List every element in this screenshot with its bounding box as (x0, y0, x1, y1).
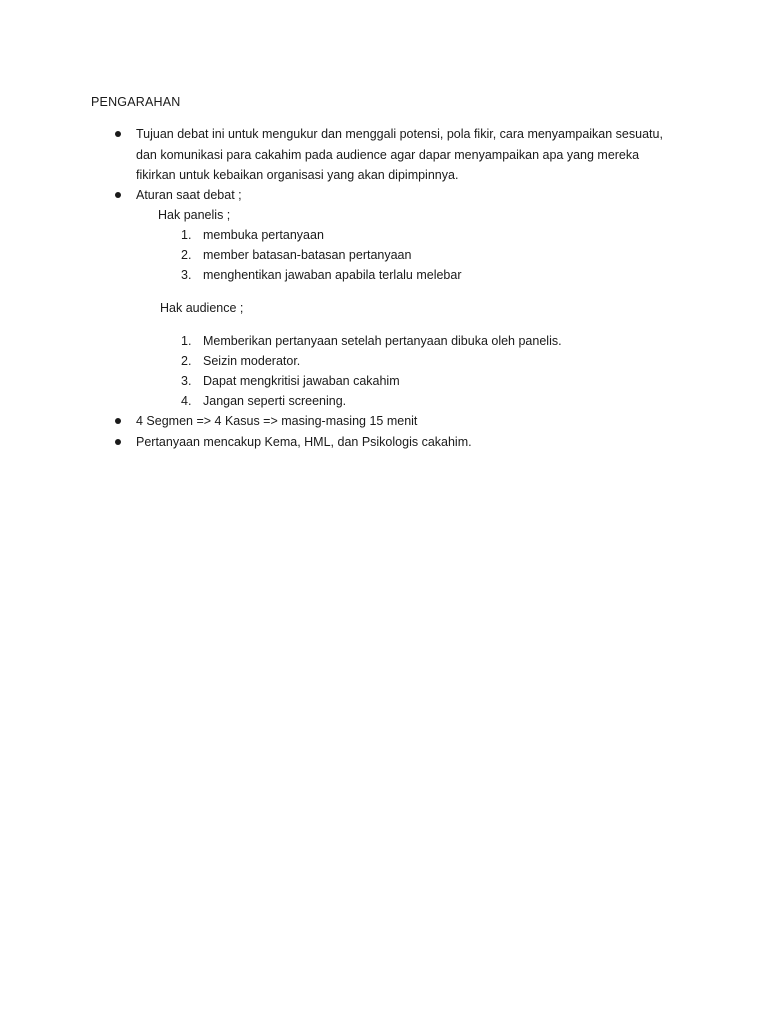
bullet-text-line: 4 Segmen => 4 Kasus => masing-masing 15 menit (136, 414, 418, 428)
bullet-text-line: fikirkan untuk kebaikan organisasi yang akan dipimpinnya. (136, 168, 459, 182)
bullet-icon (115, 192, 121, 198)
bullet-text-line: Aturan saat debat ; (136, 188, 242, 202)
list-number: 2. (181, 354, 192, 368)
bullet-icon (115, 418, 121, 424)
list-item: Dapat mengkritisi jawaban cakahim (203, 374, 400, 388)
bullet-icon (115, 439, 121, 445)
bullet-text-line: Tujuan debat ini untuk mengukur dan menggali potensi, pola fikir, cara menyampaikan sesuatu, (136, 127, 663, 141)
bullet-text-line: Pertanyaan mencakup Kema, HML, dan Psikologis cakahim. (136, 435, 472, 449)
list-item: Memberikan pertanyaan setelah pertanyaan dibuka oleh panelis. (203, 334, 562, 348)
document-title: PENGARAHAN (91, 95, 181, 109)
audience-heading: Hak audience ; (160, 301, 244, 315)
panelis-heading: Hak panelis ; (158, 208, 231, 222)
bullet-icon (115, 131, 121, 137)
list-number: 1. (181, 334, 192, 348)
bullet-text-line: dan komunikasi para cakahim pada audience agar dapar menyampaikan apa yang mereka (136, 148, 640, 162)
list-number: 4. (181, 394, 192, 408)
list-item: Jangan seperti screening. (203, 394, 347, 408)
list-item: membuka pertanyaan (203, 228, 324, 242)
list-item: menghentikan jawaban apabila terlalu melebar (203, 268, 462, 282)
list-item: Seizin moderator. (203, 354, 301, 368)
list-number: 3. (181, 374, 192, 388)
list-item: member batasan-batasan pertanyaan (203, 248, 412, 262)
list-number: 3. (181, 268, 192, 282)
list-number: 2. (181, 248, 192, 262)
list-number: 1. (181, 228, 192, 242)
